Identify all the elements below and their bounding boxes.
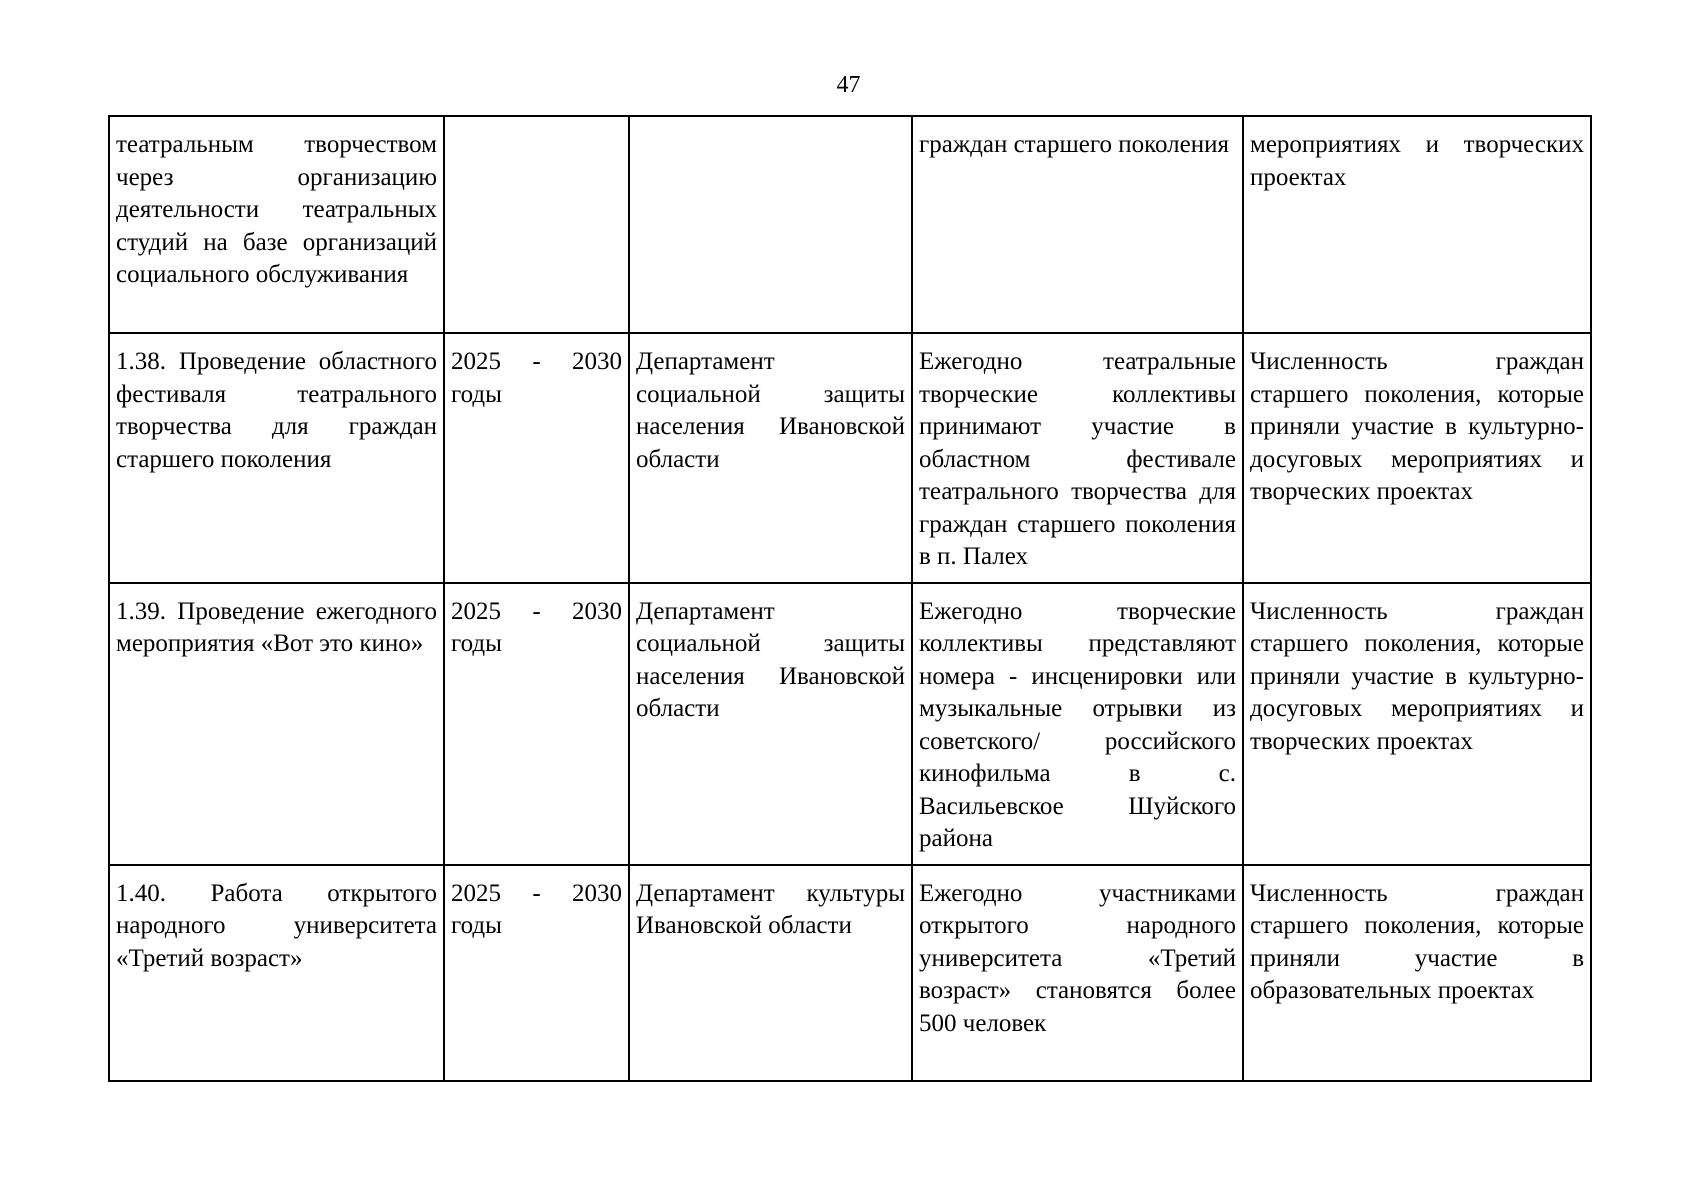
executor-cell: Департамент социальной защиты населения Ивановской области xyxy=(629,333,912,583)
table-row xyxy=(109,583,1591,865)
page-number: 47 xyxy=(836,72,861,98)
indicator-cell: Численность граждан старшего поколения, которые приняли участие в образовательных проектах xyxy=(1243,865,1591,1081)
indicator-cell: Численность граждан старшего поколения, которые приняли участие в культурно-досуговых мероприятиях и творческих проектах xyxy=(1243,333,1591,583)
table-row xyxy=(109,865,1591,1081)
period-cell: 2025 - 2030 годы xyxy=(444,583,629,865)
event-cell: театральным творчеством через организацию деятельности театральных студий на базе организаций социального обслуживания xyxy=(109,116,444,333)
result-cell: граждан старшего поколения xyxy=(912,116,1243,333)
executor-cell: Департамент культуры Ивановской области xyxy=(629,865,912,1081)
measures-table xyxy=(108,115,1592,1082)
table-row xyxy=(109,333,1591,583)
period-cell: 2025 - 2030 годы xyxy=(444,333,629,583)
period-cell xyxy=(444,116,629,333)
table-row xyxy=(109,116,1591,333)
indicator-cell: Численность граждан старшего поколения, которые приняли участие в культурно-досуговых мероприятиях и творческих проектах xyxy=(1243,583,1591,865)
event-cell: 1.40. Работа открытого народного университета «Третий возраст» xyxy=(109,865,444,1081)
period-cell: 2025 - 2030 годы xyxy=(444,865,629,1081)
result-cell: Ежегодно театральные творческие коллективы принимают участие в областном фестивале театрального творчества для граждан старшего поколения в п. Палех xyxy=(912,333,1243,583)
result-cell: Ежегодно творческие коллективы представляют номера - инсценировки или музыкальные отрывки из советского/ российского кинофильма в с. Васильевское Шуйского района xyxy=(912,583,1243,865)
indicator-cell: мероприятиях и творческих проектах xyxy=(1243,116,1591,333)
executor-cell xyxy=(629,116,912,333)
executor-cell: Департамент социальной защиты населения Ивановской области xyxy=(629,583,912,865)
event-cell: 1.39. Проведение ежегодного мероприятия «Вот это кино» xyxy=(109,583,444,865)
event-cell: 1.38. Проведение областного фестиваля театрального творчества для граждан старшего поколения xyxy=(109,333,444,583)
result-cell: Ежегодно участниками открытого народного университета «Третий возраст» становятся более 500 человек xyxy=(912,865,1243,1081)
